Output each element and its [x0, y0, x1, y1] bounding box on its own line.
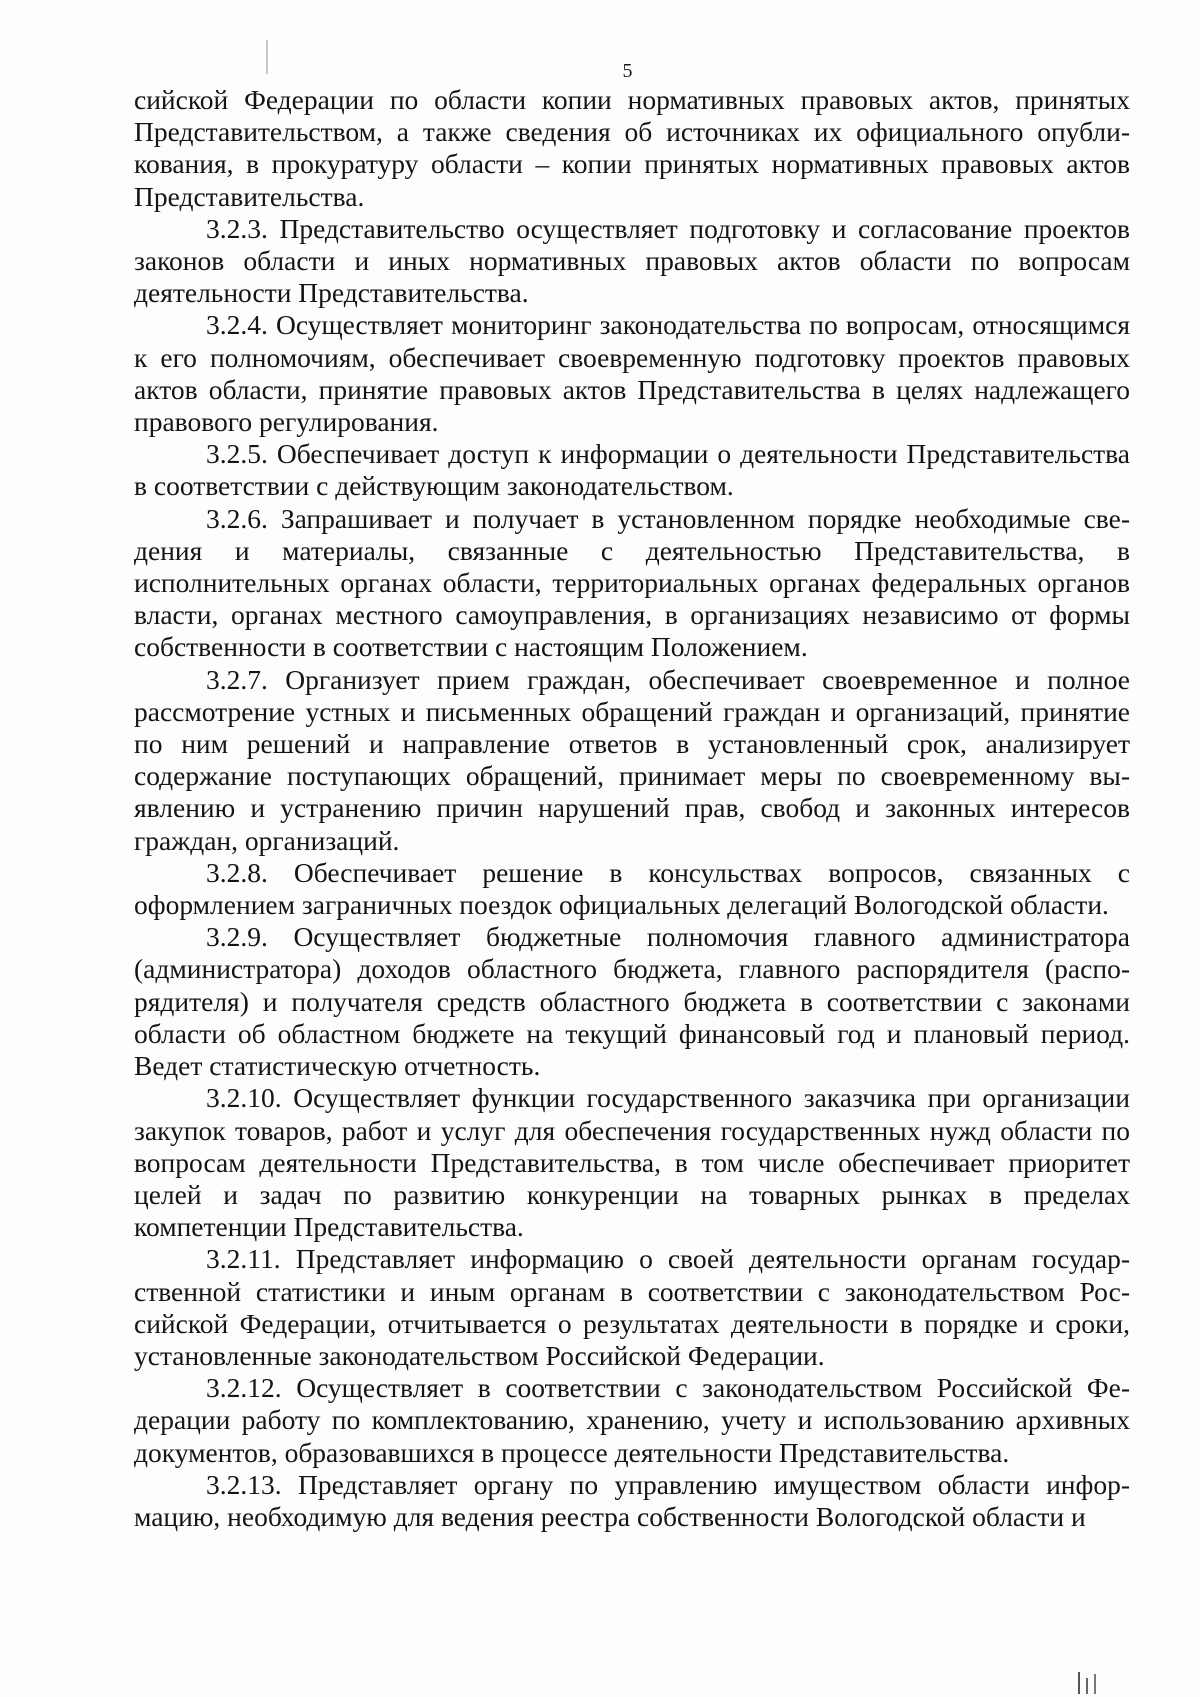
paragraph-3-2-5: 3.2.5. Обеспечивает доступ к информации о деятельности Представительства в соответствии с действующим законодательством. [134, 438, 1130, 502]
scan-artifact [1078, 1672, 1080, 1694]
paragraph-continuation: сийской Федерации по области копии нормативных правовых актов, принятых Представительством, а также сведения об источниках их официального опубликования, в прокуратуру области – копии принятых нормативных правовых актов Представительства. [134, 84, 1130, 212]
paragraph-3-2-10: 3.2.10. Осуществляет функции государственного заказчика при организации закупок товаров, работ и услуг для обеспечения государственных нужд области по вопросам деятельности Представительства, в том числе обеспечивает приоритет целей и задач по развитию конкуренции на товарных рынках в пределах компетенции Представительства. [134, 1082, 1130, 1243]
paragraph-3-2-13: 3.2.13. Представляет органу по управлению имуществом области информацию, необходимую для ведения реестра собственности Вологодской области и [134, 1468, 1130, 1532]
paragraph-3-2-4: 3.2.4. Осуществляет мониторинг законодательства по вопросам, относящимся к его полномочиям, обеспечивает своевременную подготовку проектов правовых актов области, принятие правовых актов Представительства в целях надлежащего правового регулирования. [134, 309, 1130, 438]
paragraph-3-2-8: 3.2.8. Обеспечивает решение в консульствах вопросов, связанных с оформлением заграничных поездок официальных делегаций Вологодской области. [134, 856, 1130, 921]
paragraph-3-2-11: 3.2.11. Представляет информацию о своей деятельности органам государственной статистики и иным органам в соответствии с законодательством Российской Федерации, отчитывается о результатах деятельности в порядке и сроки, установленные законодательством Российской Федерации. [134, 1243, 1130, 1371]
paragraph-3-2-6: 3.2.6. Запрашивает и получает в установленном порядке необходимые сведения и материалы, связанные с деятельностью Представительства, в исполнительных органах области, территориальных органах федеральных органов власти, органах местного самоуправления, в организациях независимо от формы собственности в соответствии с настоящим Положением. [134, 502, 1130, 663]
page-number: 5 [622, 60, 633, 82]
document-body [134, 84, 1130, 1533]
paragraph-3-2-7: 3.2.7. Организует прием граждан, обеспечивает своевременное и полное рассмотрение устных и письменных обращений граждан и организаций, принятие по ним решений и направление ответов в установленный срок, анализирует содержание поступающих обращений, принимает меры по своевременному выявлению и устранению причин нарушений прав, свобод и законных интересов граждан, организаций. [134, 663, 1130, 856]
paragraph-3-2-9: 3.2.9. Осуществляет бюджетные полномочия главного администратора (администратора) доходов областного бюджета, главного распорядителя (распорядителя) и получателя средств областного бюджета в соответствии с законами области об областном бюджете на текущий финансовый год и плановый период. Ведет статистическую отчетность. [134, 921, 1130, 1082]
scan-artifact [1094, 1674, 1096, 1694]
scan-artifact [1086, 1678, 1088, 1694]
paragraph-3-2-12: 3.2.12. Осуществляет в соответствии с законодательством Российской Федерации работу по комплектованию, хранению, учету и использованию архивных документов, образовавшихся в процессе деятельности Представительства. [134, 1372, 1130, 1468]
paragraph-3-2-3: 3.2.3. Представительство осуществляет подготовку и согласование проектов законов области и иных нормативных правовых актов области по вопросам деятельности Представительства. [134, 212, 1130, 309]
